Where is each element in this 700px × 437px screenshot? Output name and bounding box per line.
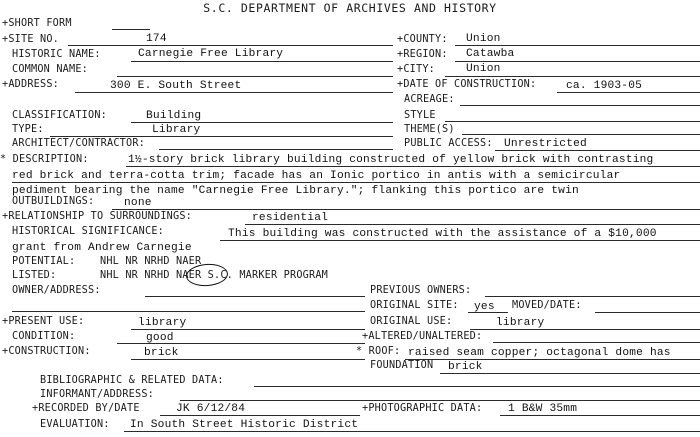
description-label: * DESCRIPTION: [0,154,89,165]
date-construction-value: ca. 1903-05 [566,80,643,92]
construction-line [131,359,365,360]
description-line-1: 1½-story brick library building constructed of yellow brick with contrasting [128,154,654,166]
evaluation-value: In South Street Historic District [130,419,359,431]
description-underline-2 [12,182,700,183]
photographic-line [500,415,700,416]
listed-label: LISTED: [12,270,57,281]
altered-label: +ALTERED/UNALTERED: [362,331,483,342]
present-use-line [131,329,365,330]
address-line [75,92,393,93]
informant-label: INFORMANT/ADDRESS: [40,389,155,400]
themes-label: THEME(S) [404,124,455,135]
condition-label: CONDITION: [12,331,76,342]
informant-line [180,400,700,401]
historic-name-value: Carnegie Free Library [138,48,284,60]
recorded-label: +RECORDED BY/DATE [32,403,140,414]
site-no-line [68,45,393,46]
owner-label: OWNER/ADDRESS: [12,285,101,296]
county-label: +COUNTY: [397,34,448,45]
classification-line [131,122,393,123]
date-construction-label: +DATE OF CONSTRUCTION: [397,79,537,90]
relationship-line [245,224,700,225]
region-line [455,61,700,62]
altered-line [493,342,700,343]
style-line [445,121,700,122]
significance-label: HISTORICAL SIGNIFICANCE: [12,226,165,237]
address-value: 300 E. South Street [110,80,242,92]
acreage-label: ACREAGE: [404,94,455,105]
foundation-value: brick [448,361,483,373]
common-name-label: COMMON NAME: [12,64,89,75]
themes-line [462,134,700,135]
description-underline-1 [126,166,700,167]
photographic-label: +PHOTOGRAPHIC DATA: [362,403,483,414]
county-line [455,45,700,46]
recorded-line [160,415,360,416]
city-label: +CITY: [397,64,436,75]
type-line [50,136,393,137]
roof-value: raised seam copper; octagonal dome has [408,347,671,359]
public-access-line [495,150,700,151]
evaluation-line [124,431,700,432]
bibliographic-label: BIBLIOGRAPHIC & RELATED DATA: [40,375,224,386]
photographic-value: 1 B&W 35mm [508,403,578,415]
architect-line [159,149,393,150]
region-label: +REGION: [397,49,448,60]
site-no-label: +SITE NO. [2,34,60,45]
classification-label: CLASSIFICATION: [12,110,108,121]
moved-line [595,312,700,313]
present-use-label: +PRESENT USE: [2,316,85,327]
original-use-label: ORIGINAL USE: [370,316,453,327]
foundation-line [440,373,700,374]
significance-line-1: This building was constructed with the assistance of a $10,000 [228,228,657,240]
condition-value: good [146,332,174,344]
acreage-line [460,105,700,106]
historic-name-label: HISTORIC NAME: [12,49,101,60]
county-value: Union [466,33,501,45]
roof-label: * ROOF: [356,346,401,357]
foundation-label: FOUNDATION [370,360,434,371]
construction-label: +CONSTRUCTION: [2,346,91,357]
listed-options: NHL NR NRHD NAER S.C. MARKER PROGRAM [100,270,329,281]
relationship-value: residential [252,212,329,224]
original-site-label: ORIGINAL SITE: [370,300,459,311]
site-no-value: 174 [146,33,167,45]
form-title: S.C. DEPARTMENT OF ARCHIVES AND HISTORY [203,1,497,15]
public-access-label: PUBLIC ACCESS: [404,138,493,149]
potential-label: POTENTIAL: [12,256,76,267]
previous-owners-label: PREVIOUS OWNERS: [370,285,472,296]
recorded-value: JK 6/12/84 [176,403,246,415]
significance-underline-1 [220,240,700,241]
outbuildings-line [112,209,700,210]
owner-line [145,296,365,297]
condition-line [117,343,365,344]
style-label: STYLE [404,110,436,121]
short-form-label: +SHORT FORM [2,18,72,29]
original-site-value: yes [474,301,495,313]
short-form-line [112,29,150,30]
potential-options: NHL NR NRHD NAER [100,256,202,267]
region-value: Catawba [466,48,515,60]
historic-name-line [131,61,393,62]
original-use-value: library [496,317,545,329]
previous-owners-line [485,296,700,297]
type-label: TYPE: [12,124,44,135]
address-label: +ADDRESS: [2,79,60,90]
roof-line [405,359,700,360]
city-value: Union [466,63,501,75]
public-access-value: Unrestricted [504,138,587,150]
common-name-line [117,76,393,77]
type-value: Library [152,124,201,136]
owner-line-2 [12,311,365,312]
significance-line-2: grant from Andrew Carnegie [12,242,192,254]
bibliographic-line [254,386,700,387]
original-use-line [470,329,700,330]
outbuildings-value: none [124,197,152,209]
classification-value: Building [146,110,202,122]
city-line [445,76,700,77]
description-line-3: pediment bearing the name "Carnegie Free Library."; flanking this portico are twin [12,185,579,197]
evaluation-label: EVALUATION: [40,419,110,430]
architect-label: ARCHITECT/CONTRACTOR: [12,138,146,149]
original-site-line [468,312,508,313]
date-construction-line [557,92,700,93]
description-line-2: red brick and terra-cotta trim; facade has an Ionic portico in antis with a semicircular [12,170,621,182]
moved-label: MOVED/DATE: [512,300,582,311]
outbuildings-label: OUTBUILDINGS: [12,196,95,207]
construction-value: brick [144,347,179,359]
present-use-value: library [138,317,187,329]
relationship-label: +RELATIONSHIP TO SURROUNDINGS: [2,211,193,222]
